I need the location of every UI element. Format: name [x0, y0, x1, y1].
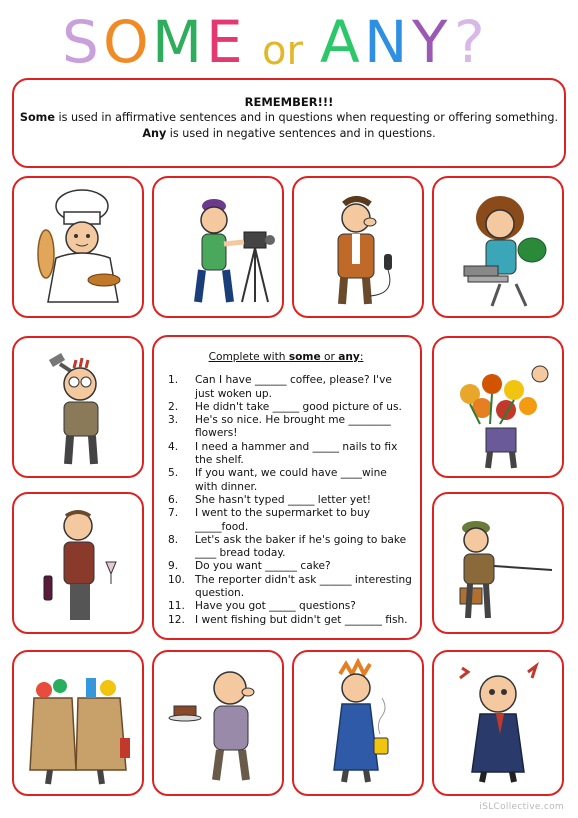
title-question-mark: ?: [454, 8, 485, 74]
title-word-or: or: [262, 28, 303, 74]
remember-box: [12, 78, 566, 168]
item-text: I went fishing but didn't get _______ fish.: [195, 613, 408, 626]
reporter-cartoon: [300, 184, 418, 312]
picture-flowers-man: [432, 336, 564, 478]
picture-thinking-man: [432, 650, 564, 796]
exercise-item: [168, 374, 412, 401]
some-keyword: Some: [19, 111, 55, 124]
item-number: 6.: [168, 493, 179, 506]
title-letter-m: M: [152, 8, 203, 74]
shopping-bags-cartoon: [20, 658, 138, 786]
exercise-item: [168, 574, 412, 601]
item-text: I need a hammer and _____ nails to fix the shelf.: [195, 440, 398, 467]
thinking-man-cartoon: [440, 658, 558, 786]
item-number: 5.: [168, 467, 179, 480]
item-number: 4.: [168, 440, 179, 453]
item-text: Let's ask the baker if he's going to bake ____ bread today.: [195, 533, 407, 560]
picture-photographer: [152, 176, 284, 318]
item-text: He's so nice. He brought me ________ flowers!: [195, 414, 391, 440]
picture-reporter: [292, 176, 424, 318]
picture-fisherman: [432, 492, 564, 634]
picture-wine-man: [12, 492, 144, 634]
some-rule-text: is used in affirmative sentences and in questions when requesting or offering something.: [54, 111, 559, 124]
item-text: If you want, we could have ____wine with dinner.: [195, 467, 387, 493]
title-letter-o: O: [103, 8, 149, 74]
item-number: 11.: [168, 600, 185, 613]
item-number: 7.: [168, 507, 179, 520]
picture-cake-man: [152, 650, 284, 796]
instruction-colon: :: [359, 351, 364, 363]
item-number: 9.: [168, 560, 179, 573]
picture-baker: [12, 176, 144, 318]
exercise-instructions: [168, 351, 412, 364]
item-text: She hasn't typed _____ letter yet!: [195, 493, 372, 506]
item-number: 2.: [168, 400, 179, 413]
exercise-item: [168, 494, 412, 507]
item-text: Do you want ______ cake?: [195, 560, 331, 573]
flowers-man-cartoon: [440, 344, 558, 472]
item-text: The reporter didn't ask ______ interesting question.: [195, 573, 412, 600]
remember-some-rule: [14, 110, 564, 126]
typist-cartoon: [440, 184, 558, 312]
item-text: He didn't take _____ good picture of us.: [195, 400, 402, 413]
hammer-man-cartoon: [20, 344, 138, 472]
picture-hammer-man: [12, 336, 144, 478]
watermark: iSLCollective.com: [479, 802, 564, 812]
exercise-item: [168, 507, 412, 534]
exercise-item: [168, 401, 412, 414]
coffee-man-cartoon: [300, 658, 418, 786]
exercise-box: [152, 335, 422, 640]
cake-man-cartoon: [160, 658, 278, 786]
item-number: 1.: [168, 374, 179, 387]
instruction-prefix: Complete with: [208, 351, 289, 363]
picture-typist: [432, 176, 564, 318]
exercise-item: [168, 600, 412, 613]
exercise-list: [168, 374, 412, 627]
exercise-item: [168, 614, 412, 627]
remember-any-rule: [14, 126, 564, 142]
any-rule-text: is used in negative sentences and in questions.: [166, 127, 436, 140]
title-letter-n: N: [364, 8, 408, 74]
item-number: 3.: [168, 414, 179, 427]
worksheet-title: [0, 2, 578, 74]
instruction-any: any: [338, 351, 360, 363]
exercise-item: [168, 560, 412, 573]
wine-man-cartoon: [20, 500, 138, 628]
item-number: 8.: [168, 533, 179, 546]
item-number: 10.: [168, 573, 185, 586]
baker-cartoon: [20, 184, 138, 312]
item-number: 12.: [168, 613, 185, 626]
exercise-item: [168, 441, 412, 468]
title-letter-y: Y: [412, 8, 448, 74]
instruction-or: or: [320, 351, 339, 363]
exercise-item: [168, 534, 412, 561]
item-text: I went to the supermarket to buy _____food.: [195, 507, 370, 533]
title-letter-e: E: [206, 8, 243, 74]
fisherman-cartoon: [440, 500, 558, 628]
remember-heading: REMEMBER!!!: [244, 95, 334, 109]
any-keyword: Any: [142, 127, 167, 140]
item-text: Can I have ______ coffee, please? I've just woken up.: [195, 374, 392, 400]
item-text: Have you got _____ questions?: [195, 600, 356, 613]
exercise-item: [168, 467, 412, 494]
picture-shopping-bags: [12, 650, 144, 796]
picture-coffee-man: [292, 650, 424, 796]
instruction-some: some: [288, 351, 321, 363]
exercise-item: [168, 414, 412, 441]
title-letter-s: S: [62, 8, 99, 74]
photographer-cartoon: [160, 184, 278, 312]
title-letter-a: A: [320, 8, 360, 74]
